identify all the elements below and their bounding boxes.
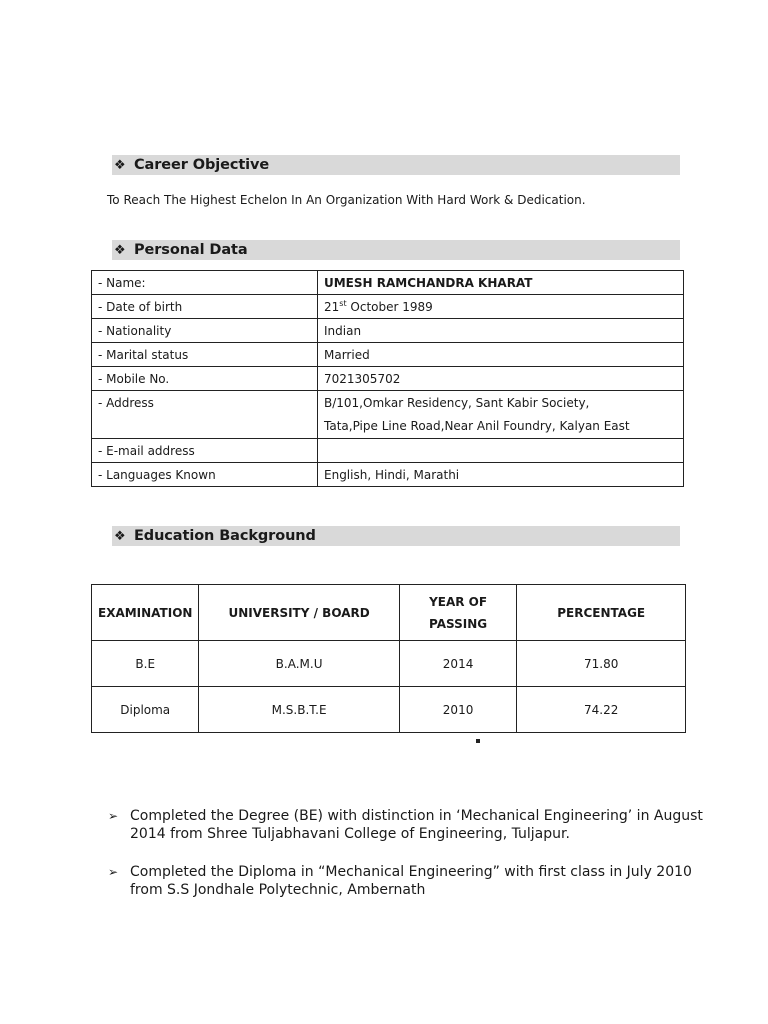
arrow-bullet-icon: ➢ bbox=[108, 809, 119, 823]
achievements-list bbox=[108, 807, 708, 919]
exam-cell: Diploma bbox=[92, 687, 199, 733]
table-row bbox=[92, 295, 684, 319]
personal-data-table bbox=[91, 270, 684, 487]
section-title: Education Background bbox=[134, 528, 316, 544]
exam-cell: B.E bbox=[92, 641, 199, 687]
list-item bbox=[108, 807, 708, 843]
dob-ordinal: st bbox=[339, 298, 347, 308]
dob-label: - Date of birth bbox=[92, 295, 318, 319]
dob-value bbox=[318, 295, 684, 319]
address-line-2: Tata,Pipe Line Road,Near Anil Foundry, Kalyan East bbox=[324, 419, 630, 433]
achievement-text: Completed the Degree (BE) with distinction in ‘Mechanical Engineering’ in August 2014 from Shree Tuljabhavani College of Engineering, Tuljapur. bbox=[130, 808, 703, 842]
table-header-row bbox=[92, 585, 686, 641]
section-title: Personal Data bbox=[134, 242, 248, 258]
name-label: - Name: bbox=[92, 271, 318, 295]
career-objective-heading bbox=[112, 155, 680, 175]
address-label: - Address bbox=[92, 391, 318, 439]
mobile-value: 7021305702 bbox=[318, 367, 684, 391]
table-row bbox=[92, 439, 684, 463]
marital-status-label: - Marital status bbox=[92, 343, 318, 367]
year-header-line-2: PASSING bbox=[429, 616, 488, 631]
email-label: - E-mail address bbox=[92, 439, 318, 463]
column-header-percentage: PERCENTAGE bbox=[517, 585, 686, 641]
table-row bbox=[92, 463, 684, 487]
board-cell: M.S.B.T.E bbox=[199, 687, 399, 733]
arrow-bullet-icon: ➢ bbox=[108, 865, 119, 879]
section-title: Career Objective bbox=[134, 157, 270, 173]
percentage-cell: 71.80 bbox=[517, 641, 686, 687]
table-row bbox=[92, 391, 684, 439]
column-header-year bbox=[399, 585, 517, 641]
mobile-label: - Mobile No. bbox=[92, 367, 318, 391]
achievement-text: Completed the Diploma in “Mechanical Engineering” with first class in July 2010 from S.S Jondhale Polytechnic, Ambernath bbox=[130, 864, 692, 898]
name-value: UMESH RAMCHANDRA KHARAT bbox=[318, 271, 684, 295]
dob-rest: October 1989 bbox=[346, 299, 433, 314]
table-row bbox=[92, 641, 686, 687]
diamond-bullet-icon: ❖ bbox=[114, 528, 126, 544]
nationality-value: Indian bbox=[318, 319, 684, 343]
address-line-1: B/101,Omkar Residency, Sant Kabir Society, bbox=[324, 396, 590, 410]
marital-status-value: Married bbox=[318, 343, 684, 367]
column-header-university: UNIVERSITY / BOARD bbox=[199, 585, 399, 641]
year-header-line-1: YEAR OF bbox=[429, 594, 488, 609]
languages-label: - Languages Known bbox=[92, 463, 318, 487]
percentage-cell: 74.22 bbox=[517, 687, 686, 733]
personal-data-heading bbox=[112, 240, 680, 260]
table-row bbox=[92, 319, 684, 343]
address-value bbox=[318, 391, 684, 439]
languages-value: English, Hindi, Marathi bbox=[318, 463, 684, 487]
education-background-heading bbox=[112, 526, 680, 546]
year-cell: 2014 bbox=[399, 641, 517, 687]
stray-dot bbox=[476, 739, 480, 743]
nationality-label: - Nationality bbox=[92, 319, 318, 343]
dob-day: 21 bbox=[324, 299, 340, 314]
table-row bbox=[92, 271, 684, 295]
diamond-bullet-icon: ❖ bbox=[114, 242, 126, 258]
table-row bbox=[92, 687, 686, 733]
board-cell: B.A.M.U bbox=[199, 641, 399, 687]
career-objective-text: To Reach The Highest Echelon In An Organization With Hard Work & Dedication. bbox=[107, 193, 586, 207]
diamond-bullet-icon: ❖ bbox=[114, 157, 126, 173]
table-row bbox=[92, 343, 684, 367]
year-cell: 2010 bbox=[399, 687, 517, 733]
education-table bbox=[91, 584, 686, 733]
column-header-examination: EXAMINATION bbox=[92, 585, 199, 641]
email-value bbox=[318, 439, 684, 463]
list-item bbox=[108, 863, 708, 899]
table-row bbox=[92, 367, 684, 391]
